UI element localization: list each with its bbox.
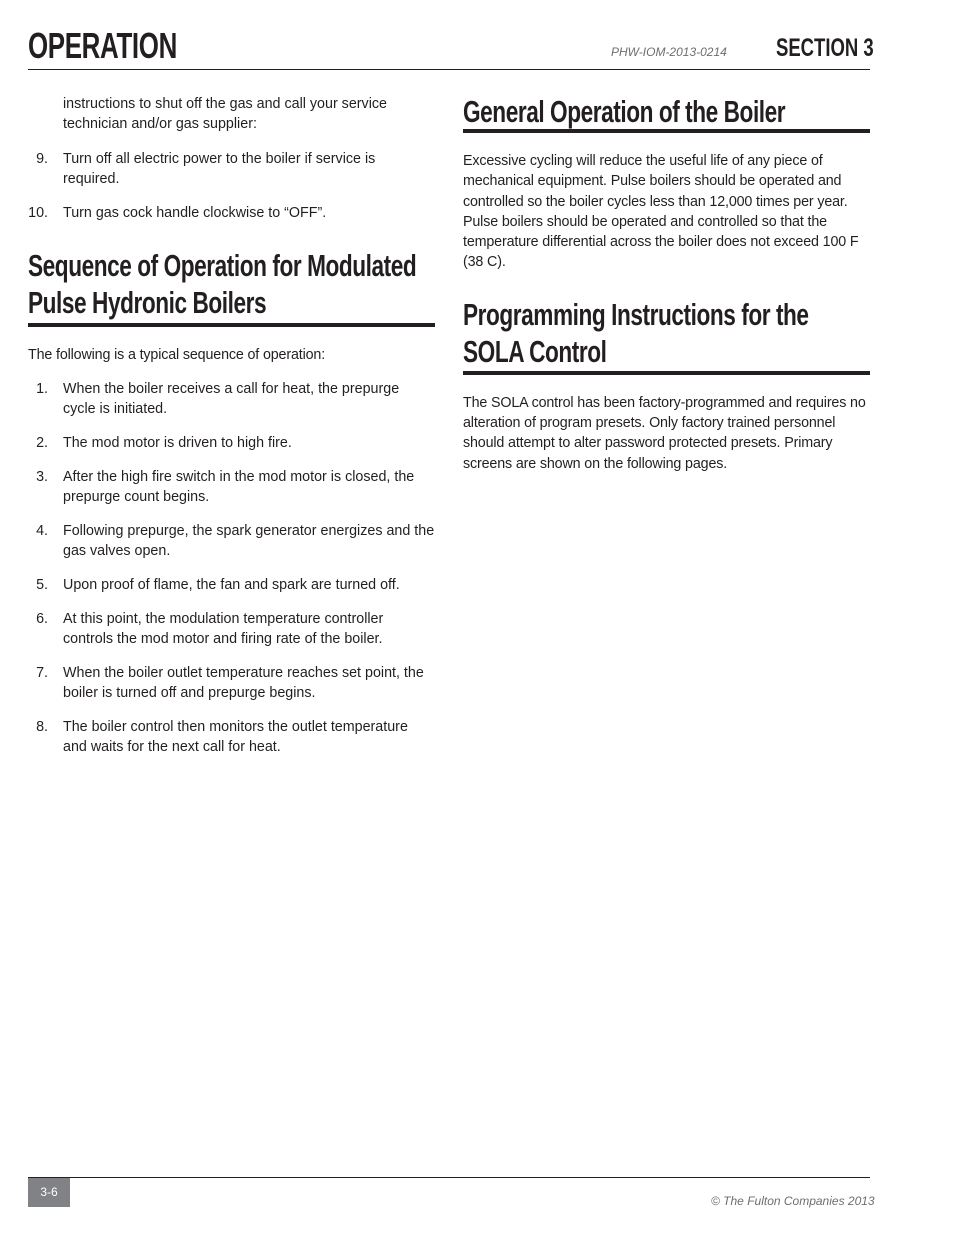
list-item-continued	[28, 94, 435, 135]
list-item-number: 10.	[28, 204, 48, 221]
list-item-number: 9.	[36, 150, 48, 167]
general-operation-body: Excessive cycling will reduce the useful life of any piece of mechanical equipment. Pulse boilers should be operated and controlled so the boiler cycles less than 12,000 times per year. Pulse boilers should be operated and controlled so that the temperature differential across the boiler does not exceed 100 F (38 C).	[463, 153, 859, 271]
list-item	[28, 149, 435, 190]
list-item	[28, 203, 435, 223]
footer-divider	[28, 1177, 870, 1178]
right-column	[463, 94, 870, 474]
list-item-text: The boiler control then monitors the outlet temperature and waits for the next call for heat.	[63, 718, 408, 756]
list-item-number: 3.	[36, 468, 48, 485]
list-item-text: When the boiler receives a call for heat, the prepurge cycle is initiated.	[63, 380, 400, 418]
list-item-text: Turn gas cock handle clockwise to “OFF”.	[63, 204, 327, 221]
left-column	[28, 94, 435, 771]
list-item-number: 2.	[36, 434, 48, 451]
list-item	[28, 663, 435, 704]
list-item-number: 5.	[36, 576, 48, 593]
section-rule	[463, 371, 870, 375]
list-item	[28, 521, 435, 562]
programming-section-title: Programming Instructions for the SOLA Control	[463, 296, 809, 369]
list-item-number: 6.	[36, 610, 48, 627]
list-item	[28, 379, 435, 420]
list-item-text: Following prepurge, the spark generator energizes and the gas valves open.	[63, 522, 435, 560]
list-item	[28, 717, 435, 758]
list-item-number: 7.	[36, 664, 48, 681]
list-item-number: 8.	[36, 718, 48, 735]
list-item-number: 4.	[36, 522, 48, 539]
list-item	[28, 609, 435, 650]
page-number: 3-6	[28, 1178, 70, 1207]
list-item-text: At this point, the modulation temperature controller controls the mod motor and firing rate of the boiler.	[63, 610, 384, 647]
sequence-intro: The following is a typical sequence of operation:	[28, 346, 326, 363]
list-item	[28, 433, 435, 453]
general-operation-title: General Operation of the Boiler	[463, 94, 786, 129]
list-item-text: After the high fire switch in the mod motor is closed, the prepurge count begins.	[63, 468, 415, 505]
list-item	[28, 575, 435, 595]
document-code: PHW-IOM-2013-0214	[611, 45, 727, 59]
list-item-number: 1.	[36, 380, 48, 397]
list-item-text: When the boiler outlet temperature reaches set point, the boiler is turned off and prepurge begins.	[63, 664, 424, 702]
header-divider	[28, 69, 870, 70]
list-item	[28, 467, 435, 508]
page-title: OPERATION	[28, 25, 177, 66]
list-item-text: Upon proof of flame, the fan and spark are turned off.	[63, 576, 400, 593]
list-item-text: Turn off all electric power to the boiler if service is required.	[63, 150, 376, 187]
section-rule	[28, 323, 435, 327]
list-item-text: The mod motor is driven to high fire.	[63, 434, 292, 451]
list-item-text: instructions to shut off the gas and call your service technician and/or gas supplier:	[63, 96, 387, 133]
programming-body: The SOLA control has been factory-programmed and requires no alteration of program presets. Only factory trained personnel should attempt to alter password protected presets. Primary screens are shown on the following pages.	[463, 394, 866, 472]
section-label: SECTION 3	[776, 34, 874, 62]
sequence-section-title: Sequence of Operation for Modulated Pulse Hydronic Boilers	[28, 247, 417, 320]
copyright: © The Fulton Companies 2013	[711, 1194, 875, 1208]
